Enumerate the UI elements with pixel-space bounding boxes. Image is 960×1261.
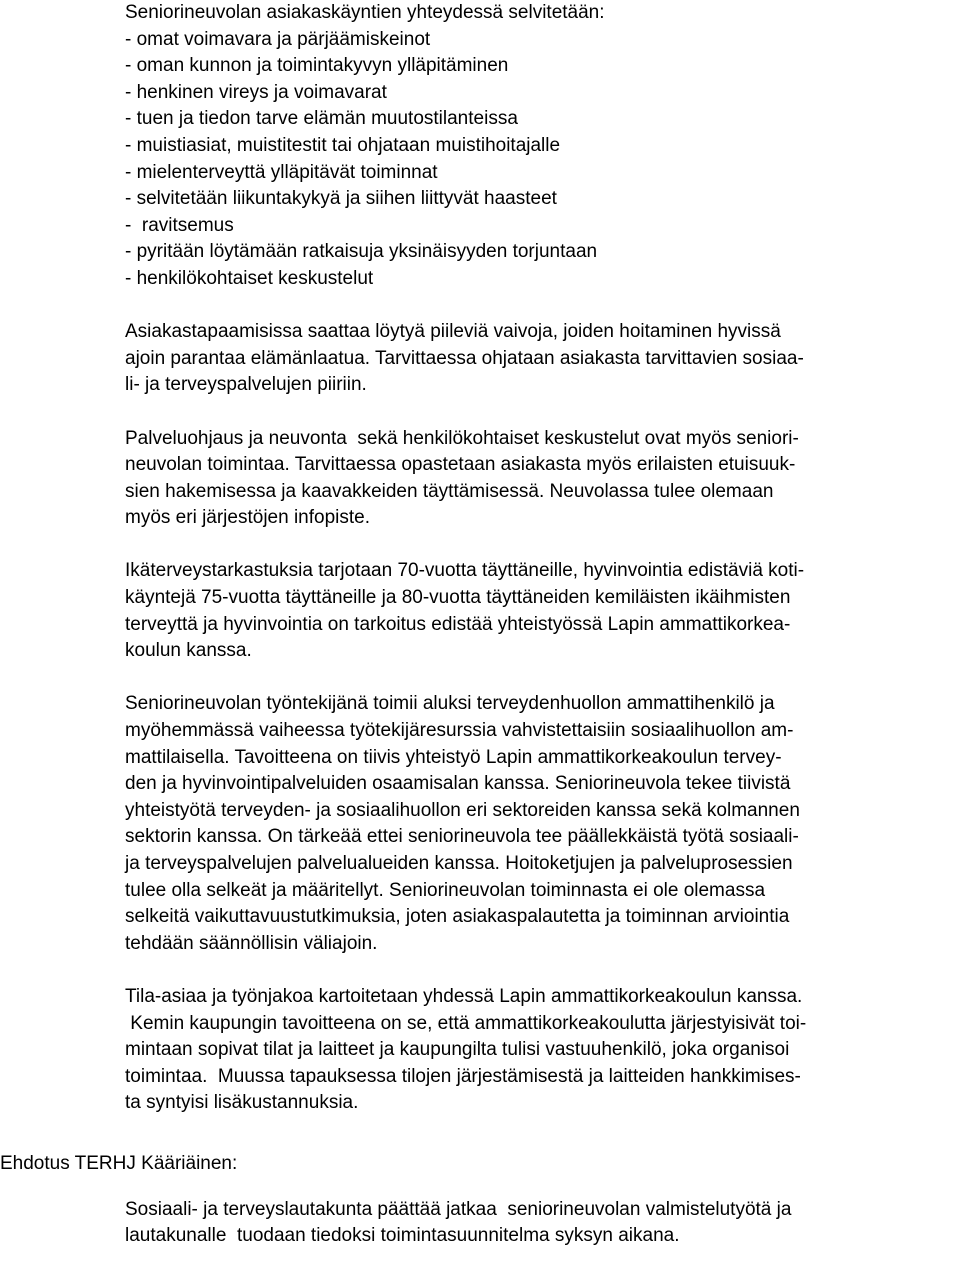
list-item: - henkinen vireys ja voimavarat [125,81,387,103]
list-item: - oman kunnon ja toimintakyvyn ylläpitäminen [125,55,509,77]
list-item: - pyritään löytämään ratkaisuja yksinäisyyden torjuntaan [125,241,598,263]
paragraph-4 [125,691,960,957]
paragraph-gap [125,1117,960,1144]
paragraph-line: den ja hyvinvointipalveluiden osaamisalan kanssa. Seniorineuvola tekee tiivistä [125,773,791,795]
list-item: - muistiasiat, muistitestit tai ohjataan muistihoitajalle [125,134,561,156]
paragraph-line: tulee olla selkeät ja määritellyt. Seniorineuvolan toiminnasta ei ole olemassa [125,879,766,901]
paragraph-line: lautakunalle tuodaan tiedoksi toimintasuunnitelma syksyn aikana. [125,1225,680,1247]
paragraph-3 [125,558,960,664]
paragraph-gap [125,1170,960,1197]
document-body [125,0,960,1250]
paragraph-line: Seniorineuvolan työntekijänä toimii aluksi terveydenhuollon ammattihenkilö ja [125,693,775,715]
paragraph-line: Sosiaali- ja terveyslautakunta päättää jatkaa seniorineuvolan valmistelutyötä ja [125,1198,792,1220]
paragraph-line: li- ja terveyspalvelujen piiriin. [125,374,367,396]
list-item: - tuen ja tiedon tarve elämän muutostilanteissa [125,108,518,130]
paragraph-2 [125,426,960,532]
paragraph-line: mintaan sopivat tilat ja laitteet ja kaupungilta tulisi vastuuhenkilö, joka organisoi [125,1039,790,1061]
paragraph-line: sektorin kanssa. On tärkeää ettei seniorineuvola tee päällekkäistä työtä sosiaali- [125,826,799,848]
paragraph-line: Palveluohjaus ja neuvonta sekä henkilökohtaiset keskustelut ovat myös seniori- [125,427,799,449]
paragraph-5 [125,984,960,1117]
paragraph-gap [125,957,960,984]
proposal-heading: Ehdotus TERHJ Kääriäinen: [0,1153,238,1174]
list-item: - mielenterveyttä ylläpitävät toiminnat [125,161,438,183]
paragraph-gap [125,665,960,692]
paragraph-line: toimintaa. Muussa tapauksessa tilojen järjestämisestä ja laitteiden hankkimises- [125,1065,801,1087]
paragraph-line: ta syntyisi lisäkustannuksia. [125,1092,359,1114]
proposal-text [125,1197,960,1250]
paragraph-line: mattilaisella. Tavoitteena on tiivis yhteistyö Lapin ammattikorkeakoulun tervey- [125,746,782,768]
paragraph-line: sien hakemisessa ja kaavakkeiden täyttämisessä. Neuvolassa tulee olemaan [125,480,774,502]
paragraph-gap [125,399,960,426]
paragraph-1 [125,319,960,399]
paragraph-line: terveyttä ja hyvinvointia on tarkoitus edistää yhteistyössä Lapin ammattikorkea- [125,613,791,635]
paragraph-line: Kemin kaupungin tavoitteena on se, että ammattikorkeakoulutta järjestyisivät toi- [125,1012,807,1034]
paragraph-line: koulun kanssa. [125,640,252,662]
intro-heading: Seniorineuvolan asiakaskäyntien yhteydessä selvitetään: [125,2,605,23]
paragraph-line: Tila-asiaa ja työnjakoa kartoitetaan yhdessä Lapin ammattikorkeakoulun kanssa. [125,985,803,1007]
paragraph-line: myöhemmässä vaiheessa työtekijäresurssia vahvistettaisiin sosiaalihuollon am- [125,720,794,742]
paragraph-line: ajoin parantaa elämänlaatua. Tarvittaessa ohjataan asiakasta tarvittavien sosiaa- [125,347,804,369]
paragraph-line: Asiakastapaamisissa saattaa löytyä piileviä vaivoja, joiden hoitaminen hyvissä [125,321,781,343]
paragraph-line: myös eri järjestöjen infopiste. [125,507,370,529]
paragraph-line: selkeitä vaikuttavuustutkimuksia, joten asiakaspalautetta ja toiminnan arviointia [125,906,790,928]
paragraph-gap [125,532,960,559]
intro-list [125,0,960,293]
list-item: - ravitsemus [125,214,234,236]
paragraph-line: neuvolan toimintaa. Tarvittaessa opastetaan asiakasta myös erilaisten etuisuuk- [125,454,796,476]
paragraph-line: Ikäterveystarkastuksia tarjotaan 70-vuotta täyttäneille, hyvinvointia edistäviä koti- [125,560,805,582]
paragraph-gap [125,1144,960,1171]
list-item: - selvitetään liikuntakykyä ja siihen liittyvät haasteet [125,188,557,210]
paragraph-line: yhteistyötä terveyden- ja sosiaalihuollon eri sektoreiden kanssa sekä kolmannen [125,799,800,821]
list-item: - omat voimavara ja pärjäämiskeinot [125,28,431,50]
list-item: - henkilökohtaiset keskustelut [125,267,374,289]
paragraph-line: tehdään säännöllisin väliajoin. [125,932,378,954]
paragraph-gap [125,293,960,320]
paragraph-line: ja terveyspalvelujen palvelualueiden kanssa. Hoitoketjujen ja palveluprosessien [125,853,793,874]
paragraph-line: käyntejä 75-vuotta täyttäneille ja 80-vuotta täyttäneiden kemiläisten ikäihmisten [125,587,791,609]
